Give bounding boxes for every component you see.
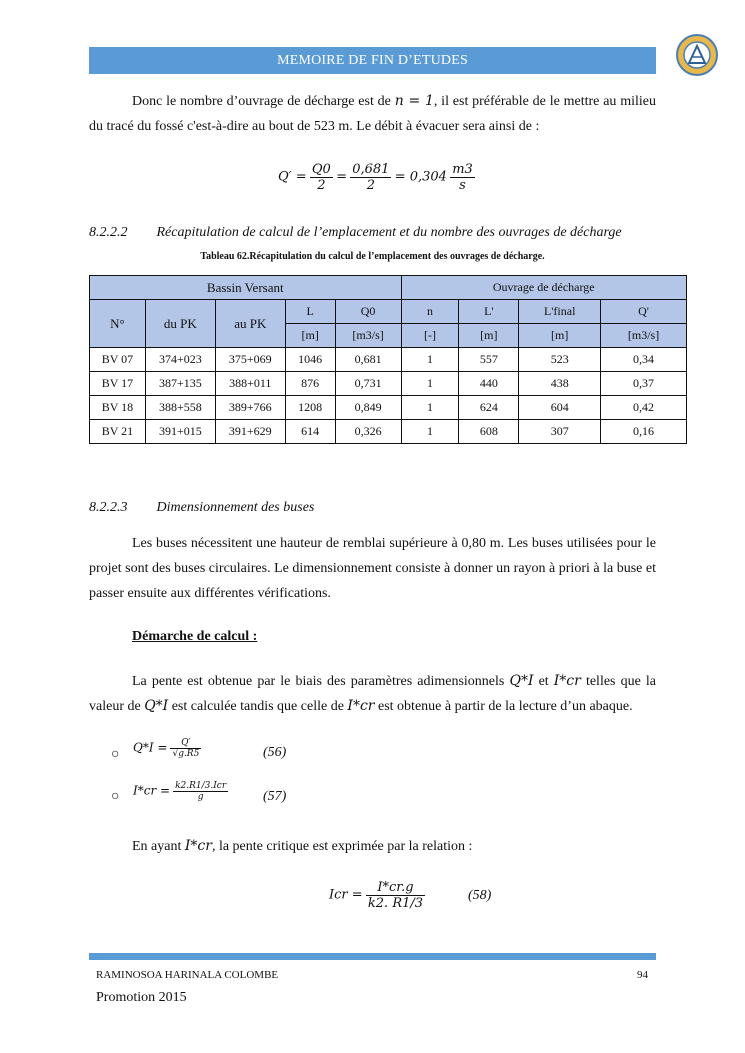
table-cell: 1208: [285, 396, 335, 420]
table-cell: 1: [401, 420, 459, 444]
table-cell: 389+766: [215, 396, 285, 420]
table-cell: 0,16: [601, 420, 687, 444]
table-row: [90, 396, 687, 420]
formula-q-eq2: = 0,304: [394, 169, 447, 185]
q-star-symbol: Q*I: [509, 673, 534, 689]
pente-text-4: est calculée tandis que celle de: [168, 699, 348, 714]
table-cell: 374+023: [145, 348, 215, 372]
i-star-symbol-3: I*cr: [184, 838, 212, 854]
table-cell: 523: [519, 348, 601, 372]
col-header-dupk: du PK: [145, 300, 215, 348]
equation-56: [133, 738, 201, 759]
col-unit-qp: [m3/s]: [601, 324, 687, 348]
formula-q-prime: [278, 162, 475, 193]
eq58-number: (58): [468, 888, 492, 903]
col-header-lfinal: L'final: [519, 300, 601, 324]
eq56-den: √g.R5: [172, 749, 200, 759]
bullet-icon: ○: [111, 747, 120, 762]
table-cell: BV 18: [90, 396, 146, 420]
pente-text-1: La pente est obtenue par le biais des paramètres adimensionnels: [132, 674, 510, 689]
col-unit-lp: [m]: [459, 324, 519, 348]
pente-text-2: et: [533, 674, 554, 689]
table-cell: 1: [401, 372, 459, 396]
q-star-symbol-2: Q*I: [144, 698, 169, 714]
footer-promotion: Promotion 2015: [96, 990, 187, 1005]
n-equation: n = 1: [394, 93, 434, 109]
table-cell: 388+011: [215, 372, 285, 396]
table-cell: 557: [459, 348, 519, 372]
table-cell: 608: [459, 420, 519, 444]
table-cell: 604: [519, 396, 601, 420]
formula-q-lhs: Q′ =: [278, 169, 307, 185]
formula-q-frac1-num: Q0: [311, 162, 331, 177]
group-header-ouvrage: Ouvrage de décharge: [401, 276, 686, 300]
col-unit-l: [m]: [285, 324, 335, 348]
table-row: [90, 348, 687, 372]
footer-divider: [89, 953, 656, 960]
section-8222-number: 8.2.2.2: [89, 225, 128, 240]
eq56-number: (56): [263, 745, 287, 760]
pente-text-3: telles que la valeur de: [89, 674, 656, 714]
eq56-lhs: Q*I =: [133, 740, 168, 755]
eq58-den: k2. R1/3: [367, 896, 424, 911]
formula-q-frac2-den: 2: [366, 178, 375, 193]
section-8222-heading: [89, 225, 622, 241]
page-number: 94: [637, 969, 648, 981]
table-row: [90, 372, 687, 396]
table-row: [90, 420, 687, 444]
table-cell: 1046: [285, 348, 335, 372]
section-8223-title: Dimensionnement des buses: [156, 500, 315, 515]
eq58-num: I*cr.g: [366, 880, 425, 896]
table-cell: 1: [401, 348, 459, 372]
eq57-den: g: [197, 792, 204, 802]
table-cell: BV 21: [90, 420, 146, 444]
table-cell: BV 07: [90, 348, 146, 372]
table-cell: 0,326: [335, 420, 401, 444]
formula-q-unit-den: s: [459, 178, 466, 193]
eq56-num: Q′: [170, 738, 201, 749]
intro-paragraph: [89, 89, 656, 139]
section-8222-title: Récapitulation de calcul de l’emplacement et du nombre des ouvrages de décharge: [156, 225, 622, 240]
table-cell: 624: [459, 396, 519, 420]
en-ayant-text-2: , la pente critique est exprimée par la relation :: [211, 839, 473, 854]
bullet-icon: ○: [111, 789, 120, 804]
formula-q-frac2-num: 0,681: [352, 162, 390, 177]
footer-author: RAMINOSOA HARINALA COLOMBE: [96, 969, 279, 981]
eq57-number: (57): [263, 789, 287, 804]
col-unit-lfinal: [m]: [519, 324, 601, 348]
pente-text-5: est obtenue à partir de la lecture d’un abaque.: [374, 699, 633, 714]
table-cell: 440: [459, 372, 519, 396]
formula-q-unit-num: m3: [452, 162, 473, 177]
table-cell: 391+015: [145, 420, 215, 444]
eq58-lhs: Icr =: [329, 887, 363, 903]
col-header-lp: L': [459, 300, 519, 324]
formula-q-frac1-den: 2: [317, 178, 326, 193]
col-header-nn: n: [401, 300, 459, 324]
col-unit-q0: [m3/s]: [335, 324, 401, 348]
page-header-title: MEMOIRE DE FIN D’ETUDES: [89, 47, 656, 74]
table-cell: 387+135: [145, 372, 215, 396]
en-ayant-text-1: En ayant: [132, 839, 185, 854]
eq57-num: k2.R1/3.Icr: [175, 781, 227, 791]
table-cell: 614: [285, 420, 335, 444]
table-cell: 1: [401, 396, 459, 420]
col-header-q0: Q0: [335, 300, 401, 324]
table-caption: Tableau 62.Récapitulation du calcul de l’emplacement des ouvrages de décharge.: [200, 251, 545, 262]
col-unit-nn: [-]: [401, 324, 459, 348]
pente-paragraph: [89, 669, 656, 719]
equation-57: [133, 781, 228, 802]
section-8223-number: 8.2.2.3: [89, 500, 128, 515]
group-header-bassin: Bassin Versant: [90, 276, 402, 300]
data-table: [89, 275, 687, 444]
eq57-lhs: I*cr =: [133, 783, 171, 798]
table-cell: 391+629: [215, 420, 285, 444]
table-cell: BV 17: [90, 372, 146, 396]
intro-text-after: , il est préférable de le mettre au milieu du tracé du fossé c'est-à-dire au bout de 523 m. Le débit à évacuer sera ainsi de :: [89, 94, 656, 134]
table-cell: 0,37: [601, 372, 687, 396]
demarche-heading: Démarche de calcul :: [132, 629, 258, 644]
equation-58: [329, 880, 425, 911]
i-star-symbol-2: I*cr: [347, 698, 375, 714]
table-cell: 876: [285, 372, 335, 396]
col-header-aupk: au PK: [215, 300, 285, 348]
col-header-n: N°: [90, 300, 146, 348]
table-cell: 438: [519, 372, 601, 396]
col-header-qp: Q': [601, 300, 687, 324]
table-cell: 0,849: [335, 396, 401, 420]
formula-q-eq1: =: [336, 169, 347, 185]
table-cell: 0,42: [601, 396, 687, 420]
intro-text-before: Donc le nombre d’ouvrage de décharge est de: [132, 94, 395, 109]
buses-paragraph: Les buses nécessitent une hauteur de remblai supérieure à 0,80 m. Les buses utilisées pour le projet sont des buses circulaires. Le dimensionnement consiste à donner un rayon à priori à la buse et passer ensuite aux différentes vérifications.: [89, 536, 656, 601]
school-logo-icon: [675, 33, 719, 77]
col-header-l: L: [285, 300, 335, 324]
table-cell: 388+558: [145, 396, 215, 420]
table-cell: 307: [519, 420, 601, 444]
section-8223-heading: [89, 500, 314, 516]
table-cell: 0,731: [335, 372, 401, 396]
table-cell: 0,681: [335, 348, 401, 372]
en-ayant-paragraph: [132, 834, 472, 859]
i-star-symbol: I*cr: [553, 673, 581, 689]
table-cell: 0,34: [601, 348, 687, 372]
table-cell: 375+069: [215, 348, 285, 372]
